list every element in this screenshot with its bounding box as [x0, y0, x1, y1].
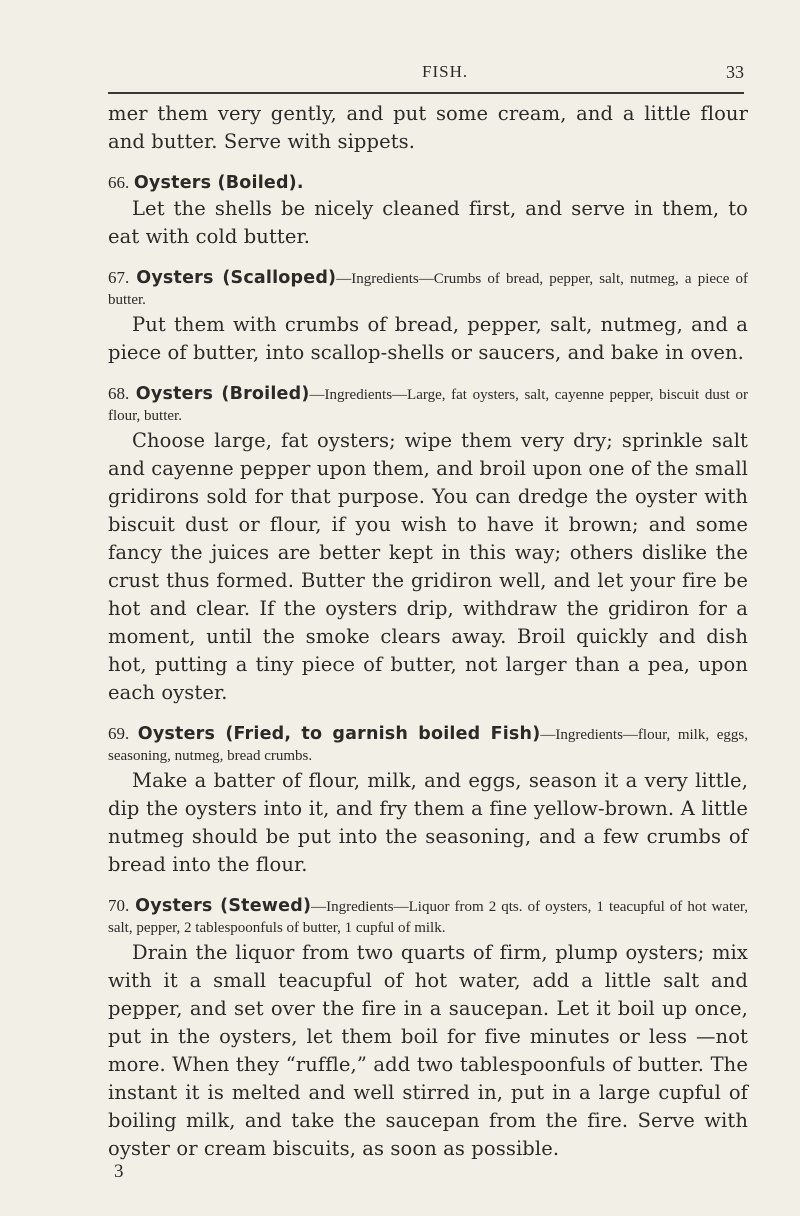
continuation-paragraph: mer them very gently, and put some cream, and a little flour and butter. Serve with sippets. [108, 102, 748, 153]
recipe-directions: Choose large, fat oysters; wipe them very dry; sprinkle salt and cayenne pepper upon them, and broil upon one of the small gridirons sold for that purpose. You can dredge the oyster with biscuit dust or flour, if you wish to have it brown; and some fancy the juices are better kept in this way; others dislike the crust thus formed. Butter the gridiron well, and let your fire be hot and clear. If the oysters drip, withdraw the gridiron for a moment, until the smoke clears away. Broil quickly and dish hot, putting a tiny piece of butter, not larger than a pea, upon each oyster. [108, 429, 748, 704]
recipe-number: 67. [108, 268, 130, 287]
recipe-directions: Put them with crumbs of bread, pepper, salt, nutmeg, and a piece of butter, into scallop-shells or saucers, and bake in oven. [108, 313, 748, 364]
recipe-title: Oysters (Broiled) [135, 384, 310, 404]
recipe-heading [108, 172, 748, 195]
recipe-heading [108, 267, 748, 311]
page-content [108, 100, 748, 1187]
recipe-heading [108, 383, 748, 427]
recipe-number: 66. [108, 173, 130, 192]
recipe-directions: Make a batter of flour, milk, and eggs, season it a very little, dip the oysters into it, and fry them a fine yellow-brown. A little nutmeg should be put into the seasoning, and a few crumbs of bread into the flour. [108, 769, 748, 876]
recipe-directions: Let the shells be nicely cleaned first, and serve in them, to eat with cold butter. [108, 197, 748, 248]
page-number: 33 [726, 62, 744, 82]
recipe-ingredients: —Ingredients—flour, milk, eggs, seasoning, nutmeg, bread crumbs. [108, 727, 748, 764]
recipe-ingredients: —Ingredients—Crumbs of bread, pepper, salt, nutmeg, a piece of butter. [108, 271, 748, 308]
running-head [108, 0, 748, 96]
recipe-title: Oysters (Stewed) [135, 896, 312, 916]
recipe-69 [108, 723, 748, 879]
recipe-number: 68. [108, 384, 130, 403]
recipe-title: Oysters (Scalloped) [136, 268, 337, 288]
recipe-68 [108, 383, 748, 707]
signature-mark: 3 [114, 1161, 124, 1182]
recipe-heading [108, 723, 748, 767]
recipe-title: Oysters (Fried, to garnish boiled Fish) [137, 724, 541, 744]
recipe-number: 69. [108, 724, 130, 743]
recipe-directions: Drain the liquor from two quarts of firm, plump oysters; mix with it a small teacupful of hot water, add a little salt and pepper, and set over the fire in a saucepan. Let it boil up once, put in the oysters, let them boil for five minutes or less —not more. When they “ruffle,” add two tablespoonfuls of butter. The instant it is melted and well stirred in, put in a large cupful of boiling milk, and take the saucepan from the fire. Serve with oyster or cream biscuits, as soon as possible. [108, 941, 748, 1160]
recipe-67 [108, 267, 748, 367]
section-title: FISH. [422, 62, 469, 81]
recipe-70 [108, 895, 748, 1163]
recipe-number: 70. [108, 896, 130, 915]
recipe-title: Oysters (Boiled). [133, 173, 304, 193]
signature-row [108, 1163, 748, 1187]
recipe-ingredients: —Ingredients—Liquor from 2 qts. of oysters, 1 teacupful of hot water, salt, pepper, 2 tablespoonfuls of butter, 1 cupful of milk. [108, 899, 749, 936]
header-rule [108, 92, 744, 94]
recipe-ingredients: —Ingredients—Large, fat oysters, salt, cayenne pepper, biscuit dust or flour, butter. [108, 387, 748, 424]
recipe-heading [108, 895, 748, 939]
recipe-66 [108, 172, 748, 251]
